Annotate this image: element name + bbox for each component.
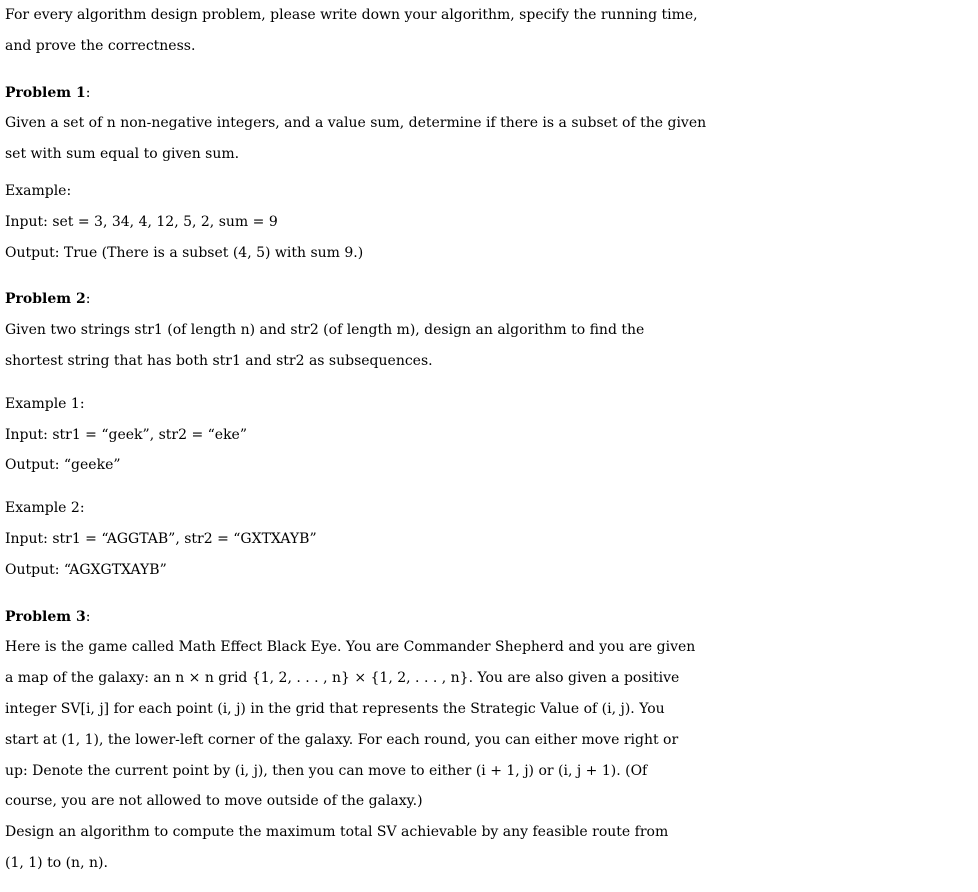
problem-3-line: course, you are not allowed to move outside of the galaxy.): [5, 793, 423, 810]
problem-2-example-2-input: Input: str1 = “AGGTAB”, str2 = “GXTXAYB”: [5, 530, 317, 547]
problem-2-example-1-output: Output: “geeke”: [5, 457, 121, 474]
problem-1-heading: [5, 78, 975, 109]
problem-2-line: shortest string that has both str1 and str2 as subsequences.: [5, 352, 433, 369]
problem-1-example-output: Output: True (There is a subset (4, 5) with sum 9.): [5, 244, 364, 261]
problem-3-line: (1, 1) to (n, n).: [5, 854, 108, 871]
problem-3-line: start at (1, 1), the lower-left corner of the galaxy. For each round, you can either move right or: [5, 731, 679, 748]
problem-3-colon: :: [85, 608, 91, 625]
problem-2-example-1-input: Input: str1 = “geek”, str2 = “eke”: [5, 426, 247, 443]
problem-3-line: a map of the galaxy: an n × n grid {1, 2, . . . , n} × {1, 2, . . . , n}. You are also given a positive: [5, 670, 680, 687]
intro-paragraph: [5, 0, 975, 62]
problem-3-heading: [5, 602, 975, 633]
problem-1: [5, 78, 975, 269]
problem-2-example-2-output: Output: “AGXGTXAYB”: [5, 561, 167, 578]
problem-2-heading: [5, 284, 975, 315]
problem-2-colon: :: [85, 291, 91, 308]
problem-2-example-2-label: Example 2:: [5, 500, 85, 517]
problem-3: [5, 602, 975, 879]
document-body: [5, 0, 975, 879]
problem-3-line: Here is the game called Math Effect Black Eye. You are Commander Shepherd and you are given: [5, 639, 696, 656]
intro-line: For every algorithm design problem, please write down your algorithm, specify the running time,: [5, 7, 698, 23]
problem-1-colon: :: [85, 84, 91, 101]
problem-2-title: Problem 2: [5, 291, 86, 308]
problem-2-example-1-label: Example 1:: [5, 395, 85, 412]
problem-1-line: set with sum equal to given sum.: [5, 146, 240, 163]
intro-line: and prove the correctness.: [5, 37, 196, 54]
problem-3-line: Design an algorithm to compute the maximum total SV achievable by any feasible route from: [5, 824, 669, 841]
problem-1-example-input: Input: set = 3, 34, 4, 12, 5, 2, sum = 9: [5, 213, 278, 230]
problem-3-line: integer SV[i, j] for each point (i, j) in the grid that represents the Strategic Value of (i, j). You: [5, 700, 665, 717]
problem-2: [5, 284, 975, 585]
problem-1-line: Given a set of n non-negative integers, and a value sum, determine if there is a subset of the given: [5, 115, 707, 132]
problem-1-example-label: Example:: [5, 182, 72, 199]
problem-2-line: Given two strings str1 (of length n) and str2 (of length m), design an algorithm to find the: [5, 322, 645, 339]
problem-1-title: Problem 1: [5, 84, 86, 101]
problem-3-line: up: Denote the current point by (i, j), then you can move to either (i + 1, j) or (i, j + 1). (Of: [5, 762, 648, 779]
problem-3-title: Problem 3: [5, 608, 86, 625]
